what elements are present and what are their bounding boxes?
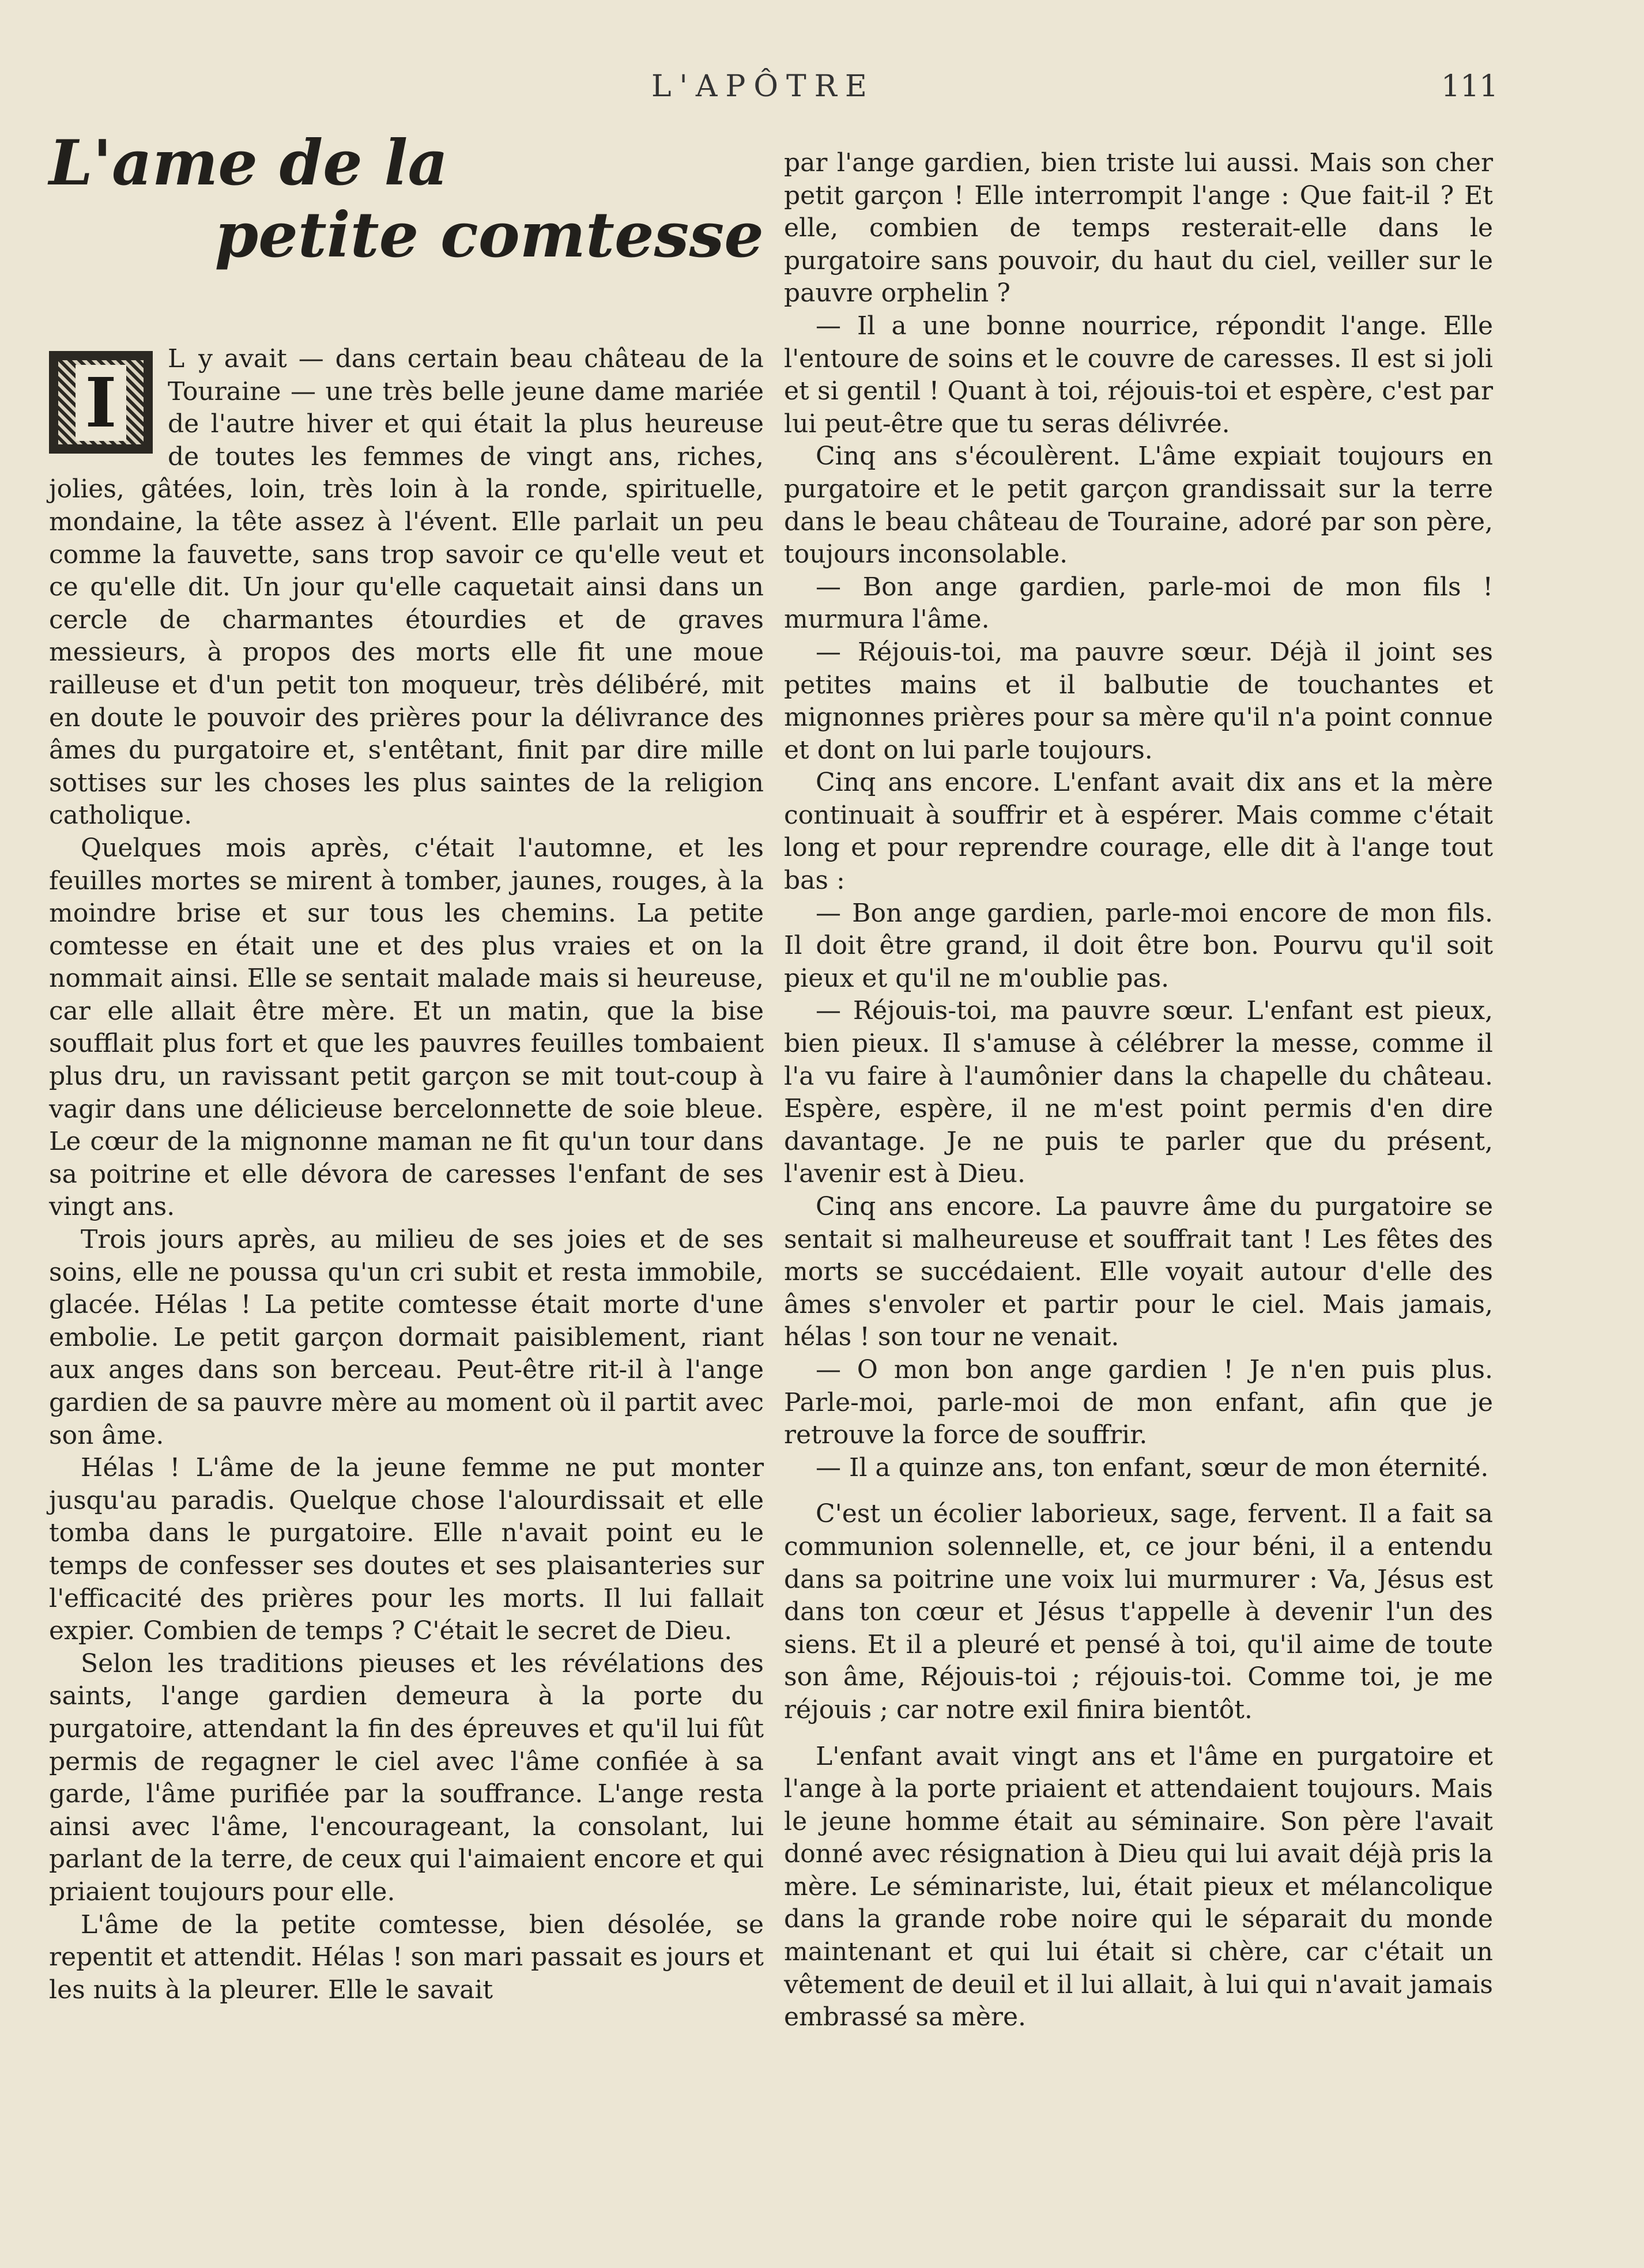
title-line-1: L'ame de la: [49, 127, 448, 199]
right-column: [784, 147, 1493, 2034]
paragraph: Cinq ans encore. L'enfant avait dix ans et la mère continuait à souffrir et à espérer. Mais comme c'était long et pour reprendre courage, elle dit à l'ange tout bas :: [784, 768, 1493, 896]
paragraph: Cinq ans encore. La pauvre âme du purgatoire se sentait si malheureuse et souffrait tant ! Les fêtes des morts se succédaient. Elle voyait autour d'elle des âmes s'envoler et partir pour le ciel. Mais jamais, hélas ! son tour ne venait.: [784, 1192, 1493, 1352]
intro-lead: L: [168, 344, 187, 373]
paragraph-continued: par l'ange gardien, bien triste lui aussi. Mais son cher petit garçon ! Elle interrompit l'ange : Que fait-il ? Et elle, combien de temps resterait-elle dans le purgatoire sans pouvoir, du haut du ciel, veiller sur le pauvre orphelin ?: [784, 148, 1493, 308]
left-column: [49, 127, 764, 2006]
page-number: 111: [1441, 69, 1499, 104]
paragraph: — Il a une bonne nourrice, répondit l'ange. Elle l'entoure de soins et le couvre de caresses. Il est si joli et si gentil ! Quant à toi, réjouis-toi et espère, c'est par lui peut-être que tu seras délivrée.: [784, 311, 1493, 439]
paragraph: Cinq ans s'écoulèrent. L'âme expiait toujours en purgatoire et le petit garçon grandissait sur la terre dans le beau château de Touraine, adoré par son père, toujours inconsolable.: [784, 441, 1493, 569]
paragraph: — Réjouis-toi, ma pauvre sœur. L'enfant est pieux, bien pieux. Il s'amuse à célébrer la messe, comme il l'a vu faire à l'aumônier dans la chapelle du château. Espère, espère, il ne m'est point permis d'en dire davantage. Je ne puis te parler que du présent, l'avenir est à Dieu.: [784, 996, 1493, 1189]
running-title: L'APÔTRE: [651, 69, 875, 104]
paragraph: — Il a quinze ans, ton enfant, sœur de mon éternité.: [816, 1452, 1489, 1482]
article-title: [49, 127, 764, 343]
intro-paragraph: [49, 343, 764, 832]
running-head: [0, 69, 1644, 115]
paragraph: Quelques mois après, c'était l'automne, et les feuilles mortes se mirent à tomber, jaunes, rouges, à la moindre brise et sur tous les chemins. La petite comtesse en était une et des plus vraies et on la nommait ainsi. Elle se sentait malade mais si heureuse, car elle allait être mère. Et un matin, que la bise soufflait plus fort et que les pauvres feuilles tombaient plus dru, un ravissant petit garçon se mit tout-coup à vagir dans une délicieuse bercelonnette de soie bleue. Le cœur de la mignonne maman ne fit qu'un tour dans sa poitrine et elle dévora de caresses l'enfant de ses vingt ans.: [49, 833, 764, 1222]
paragraph: — Réjouis-toi, ma pauvre sœur. Déjà il joint ses petites mains et il balbutie de touchantes et mignonnes prières pour sa mère qu'il n'a point connue et dont on lui parle toujours.: [784, 637, 1493, 765]
paragraph: Hélas ! L'âme de la jeune femme ne put monter jusqu'au paradis. Quelque chose l'alourdissait et elle tomba dans le purgatoire. Elle n'avait point eu le temps de confesser ses doutes et ses plaisanteries sur l'efficacité des prières pour les morts. Il lui fallait expier. Combien de temps ? C'était le secret de Dieu.: [49, 1453, 764, 1646]
drop-cap-ornament: [49, 351, 153, 454]
drop-cap-letter: I: [76, 365, 126, 441]
paragraph: Trois jours après, au milieu de ses joies et de ses soins, elle ne poussa qu'un cri subit et resta immobile, glacée. Hélas ! La petite comtesse était morte d'une embolie. Le petit garçon dormait paisiblement, riant aux anges dans son berceau. Peut-être rit-il à l'ange gardien de sa pauvre mère au moment où il partit avec son âme.: [49, 1225, 764, 1450]
intro-text: y avait — dans certain beau château de la Touraine — une très belle jeune dame mariée de l'autre hiver et qui était la plus heureuse de toutes les femmes de vingt ans, riches, jolies, gâtées, loin, très loin à la ronde, spirituelle, mondaine, la tête assez à l'évent. Elle parlait un peu comme la fauvette, sans trop savoir ce qu'elle veut et ce qu'elle dit. Un jour qu'elle caquetait ainsi dans un cercle de charmantes étourdies et de graves messieurs, à propos des morts elle fit une moue railleuse et d'un petit ton moqueur, très délibéré, mit en doute le pouvoir des prières pour la délivrance des âmes du purgatoire et, s'entêtant, finit par dire mille sottises sur les choses les plus saintes de la religion catholique.: [49, 344, 764, 831]
title-line-2: petite comtesse: [214, 199, 764, 271]
paragraph: L'âme de la petite comtesse, bien désolée, se repentit et attendit. Hélas ! son mari passait es jours et les nuits à la pleurer. Elle le savait: [49, 1910, 764, 2005]
paragraph: — Bon ange gardien, parle-moi de mon fils ! murmura l'âme.: [784, 572, 1493, 635]
paragraph: Selon les traditions pieuses et les révélations des saints, l'ange gardien demeura à la porte du purgatoire, attendant la fin des épreuves et qu'il lui fût permis de regagner le ciel avec l'âme confiée à sa garde, l'âme purifiée par la souffrance. L'ange resta ainsi avec l'âme, l'encourageant, la consolant, lui parlant de la terre, de ceux qui l'aimaient encore et qui priaient toujours pour elle.: [49, 1648, 764, 1907]
paragraph: — O mon bon ange gardien ! Je n'en puis plus. Parle-moi, parle-moi de mon enfant, afin que je retrouve la force de souffrir.: [784, 1354, 1493, 1450]
paragraph: — Bon ange gardien, parle-moi encore de mon fils. Il doit être grand, il doit être bon. Pourvu qu'il soit pieux et qu'il ne m'oublie pas.: [784, 898, 1493, 993]
paragraph: C'est un écolier laborieux, sage, fervent. Il a fait sa communion solennelle, et, ce jour béni, il a entendu dans sa poitrine une voix lui murmurer : Va, Jésus est dans ton cœur et Jésus t'appelle à devenir l'un des siens. Et il a pleuré et pensé à toi, qu'il aime de toute son âme, Réjouis-toi ; réjouis-toi. Comme toi, je me réjouis ; car notre exil finira bientôt.: [784, 1499, 1493, 1724]
paragraph: L'enfant avait vingt ans et l'âme en purgatoire et l'ange à la porte priaient et attendaient toujours. Mais le jeune homme était au séminaire. Son père l'avait donné avec résignation à Dieu qui lui avait déjà pris la mère. Le séminariste, lui, était pieux et mélancolique dans la grande robe noire qui le séparait du monde maintenant et qui lui était si chère, car c'était un vêtement de deuil et il lui allait, à lui qui n'avait jamais embrassé sa mère.: [784, 1741, 1493, 2032]
